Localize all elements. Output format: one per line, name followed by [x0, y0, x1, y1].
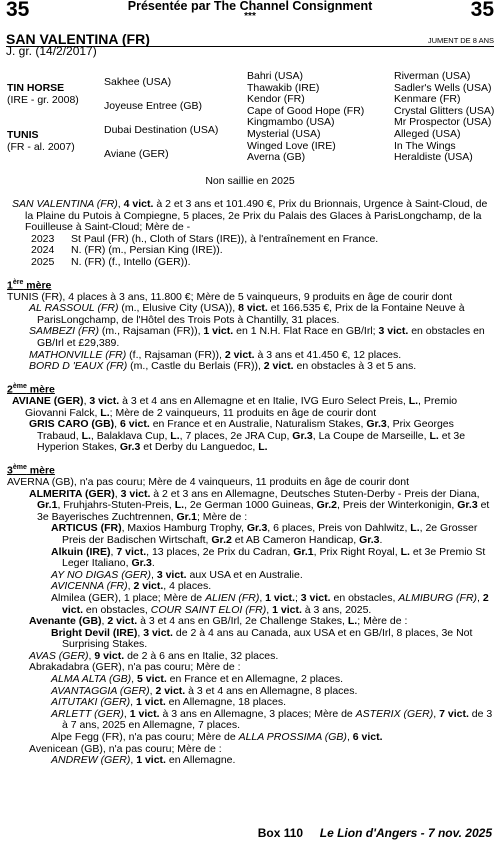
mare-age: JUMENT DE 8 ANS	[427, 36, 494, 45]
produce-2024: 2024 N. (FR) (m., Persian King (IRE)).	[31, 244, 223, 257]
fourth-gen-produce: ARLETT (GER), 1 vict. à 3 ans en Allemagne, 3 places; Mère de ASTERIX (GER), 7 vict. de 3 à 7 ans, 2025 en Allemagne, 7 places.	[51, 707, 493, 732]
gen3-item: Thawakib (IRE)	[247, 81, 320, 94]
dam-name: TUNIS	[7, 129, 39, 141]
produce-record	[7, 199, 494, 767]
gen3-item: Kingmambo (USA)	[247, 116, 335, 129]
pedigree-dam	[7, 130, 75, 153]
sale-name: Le Lion d'Angers - 7 nov. 2025	[319, 826, 492, 840]
third-dam-produce: ALMERITA (GER), 3 vict. à 2 et 3 ans en Allemagne, Deutsches Stuten-Derby - Preis der Diana, Gr.1, Fruhjahrs-Stuten-Preis, L., 2e German 1000 Guineas, Gr.2, Preis der Winterkonigin, Gr.3 et 3e Bayerisches Zuchtrennen, Gr.1; Mère de :	[29, 487, 490, 523]
lot-number-right: 35	[470, 0, 494, 21]
gen3-item: Averna (GB)	[247, 151, 306, 164]
horse-subtitle: J. gr. (14/2/2017)	[6, 44, 97, 58]
gen3-item: Kendor (FR)	[247, 93, 305, 106]
dam-sub: (FR - al. 2007)	[7, 140, 75, 153]
gen3-item: Bahri (USA)	[247, 70, 304, 82]
pedigree-gen2-3: Aviane (GER)	[104, 148, 169, 160]
presenter-stars: ***	[244, 11, 256, 22]
first-dam-produce: SAMBEZI (FR) (m., Rajsaman (FR)), 1 vict. en 1 N.H. Flat Race en GB/Irl; 3 vict. en obstacles en GB/Irl et £29,389.	[29, 325, 485, 350]
gen4-item: Crystal Glitters (USA)	[394, 104, 495, 117]
gen4-item: Heraldiste (USA)	[394, 151, 473, 164]
fourth-gen-produce: Almilea (GER), 1 place; Mère de ALIEN (FR), 1 vict.; 3 vict. en obstacles, ALMIBURG (FR), 2 vict. en obstacles, COUR SAINT ELOI (FR), 1 vict. à 3 ans, 2025.	[51, 591, 489, 616]
section-second-dam: 2ème mère	[7, 382, 55, 396]
produce-2025: 2025 N. (FR) (f., Intello (GER)).	[31, 255, 191, 268]
pedigree-gen2-0: Sakhee (USA)	[104, 76, 172, 88]
fourth-gen-produce: AITUTAKI (GER), 1 vict. en Allemagne, 18 places.	[51, 696, 287, 709]
lot-number-left: 35	[6, 0, 30, 21]
sire-sub: (IRE - gr. 2008)	[7, 93, 79, 106]
header-divider	[6, 46, 494, 47]
gen4-item: Kenmare (FR)	[394, 93, 461, 106]
horse-summary: SAN VALENTINA (FR), 4 vict. à 2 et 3 ans et 101.490 €, Prix du Brionnais, Urgence à Saint-Cloud, de la Plaine du Putois à Compiegne, 5 places, 2e Prix du Palais des Glaces à ParisLongchamp, de la Fouilleuse à Saint-Cloud; Mère de -	[12, 198, 488, 234]
gen4-item: In The Wings	[394, 139, 456, 152]
first-dam-produce: MATHONVILLE (FR) (f., Rajsaman (FR)), 2 vict. à 3 ans et 41.450 €, 12 places.	[29, 348, 402, 361]
pedigree-sire	[7, 83, 79, 106]
second-dam-produce: GRIS CARO (GB), 6 vict. en France et en Australie, Naturalism Stakes, Gr.3, Prix Georges Trabaud, L., Balaklava Cup, L., 7 places, 2e JRA Cup, Gr.3, La Coupe de Marseille, L. et 3e Hyperion Stakes, Gr.3 et Derby du Languedoc, L.	[29, 418, 466, 454]
third-dam-produce: Avenante (GB), 2 vict. à 3 et 4 ans en GB/Irl, 2e Challenge Stakes, L.; Mère de :	[29, 615, 408, 628]
fourth-gen-produce: AVANTAGGIA (GER), 2 vict. à 3 et 4 ans en Allemagne, 8 places.	[51, 684, 358, 697]
fourth-gen-produce: ANDREW (GER), 1 vict. en Allemagne.	[51, 754, 236, 767]
gen3-item: Cape of Good Hope (FR)	[247, 104, 365, 117]
box-number: Box 110	[257, 826, 304, 840]
saillie-status: Non saillie en 2025	[205, 175, 295, 187]
fourth-gen-produce: Alpe Fegg (FR), n'a pas couru; Mère de ALLA PROSSIMA (GB), 6 vict.	[51, 731, 383, 744]
presenter-block	[0, 0, 500, 21]
produce-2023: 2023 St Paul (FR) (h., Cloth of Stars (IRE)), à l'entraînement en France.	[31, 232, 379, 245]
gen4-item: Mr Prospector (USA)	[394, 116, 492, 129]
second-dam-summary: AVIANE (GER), 3 vict. à 3 et 4 ans en Allemagne et en Italie, IVG Euro Select Preis, L., Premio Giovanni Falck, L.; Mère de 2 vainqueurs, 11 produits en âge de courir dont	[12, 394, 458, 419]
third-dam-produce: Abrakadabra (GER), n'a pas couru; Mère de :	[29, 661, 241, 674]
pedigree-gen2-1: Joyeuse Entree (GB)	[104, 100, 203, 112]
fourth-gen-produce: Bright Devil (IRE), 3 vict. de 2 à 4 ans au Canada, aux USA et en GB/Irl, 8 places, 3e Not Surprising Stakes.	[51, 626, 473, 651]
third-dam-summary: AVERNA (GB), n'a pas couru; Mère de 4 vainqueurs, 11 produits en âge de courir dont	[7, 475, 410, 488]
section-third-dam: 3ème mère	[7, 463, 55, 477]
fourth-gen-produce: Alkuin (IRE), 7 vict., 13 places, 2e Prix du Cadran, Gr.1, Prix Right Royal, L. et 3e Premio St Leger Italiano, Gr.3.	[51, 545, 486, 570]
fourth-gen-produce: AVICENNA (FR), 2 vict., 4 places.	[51, 580, 212, 593]
third-dam-produce: Avenicean (GB), n'a pas couru; Mère de :	[29, 742, 222, 755]
footer	[258, 826, 492, 840]
fourth-gen-produce: AY NO DIGAS (GER), 3 vict. aux USA et en Australie.	[51, 568, 303, 581]
section-first-dam: 1ère mère	[7, 278, 52, 292]
horse-name: SAN VALENTINA (FR)	[6, 31, 150, 47]
gen3-item: Winged Love (IRE)	[247, 139, 336, 152]
gen4-item: Alleged (USA)	[394, 127, 461, 140]
gen4-item: Riverman (USA)	[394, 70, 471, 82]
presenter-text: Présentée par The Channel Consignment	[127, 0, 373, 13]
third-dam-produce: AVAS (GER), 9 vict. de 2 à 6 ans en Italie, 32 places.	[29, 649, 279, 662]
fourth-gen-produce: ARTICUS (FR), Maxios Hamburg Trophy, Gr.3, 6 places, Preis von Dahlwitz, L., 2e Grosser Preis der Badischen Wirtschaft, Gr.2 et AB Cameron Handicap, Gr.3.	[51, 522, 478, 546]
gen3-item: Mysterial (USA)	[247, 127, 321, 140]
pedigree-gen2-2: Dubai Destination (USA)	[104, 124, 219, 136]
first-dam-produce: BORD D 'EAUX (FR) (m., Castle du Berlais (FR)), 2 vict. en obstacles à 3 et 5 ans.	[29, 360, 417, 373]
sire-name: TIN HORSE	[7, 82, 65, 94]
pedigree-gen3	[247, 71, 364, 164]
first-dam-produce: AL RASSOUL (FR) (m., Elusive City (USA)), 8 vict. et 166.535 €, Prix de la Fontaine Neuve à ParisLongchamp, de l'Hôtel des Trois Pots à Chantilly, 31 places.	[29, 302, 465, 326]
pedigree-gen4	[394, 71, 494, 164]
gen4-item: Sadler's Wells (USA)	[394, 81, 492, 94]
fourth-gen-produce: ALMA ALTA (GB), 5 vict. en France et en Allemagne, 2 places.	[51, 673, 344, 686]
first-dam-summary: TUNIS (FR), 4 places à 3 ans, 11.800 €; Mère de 5 vainqueurs, 9 produits en âge de courir dont	[7, 290, 453, 303]
